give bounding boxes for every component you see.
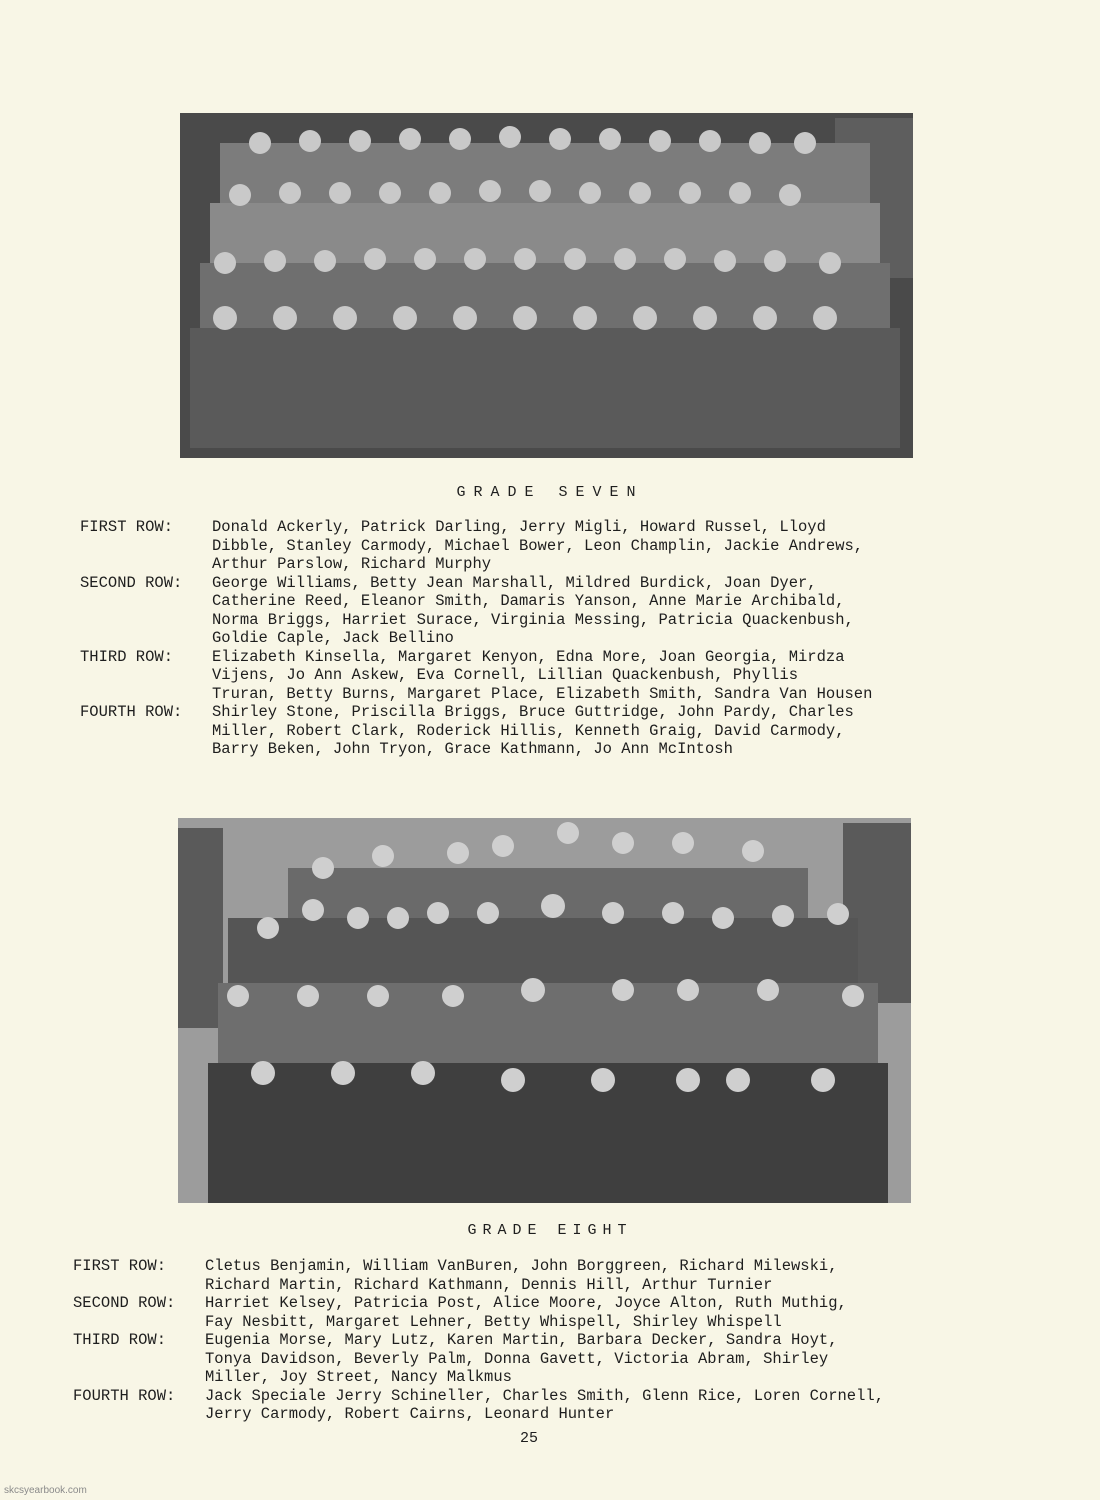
name-line: Shirley Stone, Priscilla Briggs, Bruce Guttridge, John Pardy, Charles (212, 703, 854, 721)
grade-eight-class-photo (178, 818, 911, 1203)
name-line: Donald Ackerly, Patrick Darling, Jerry Migli, Howard Russel, Lloyd (212, 518, 826, 536)
roster-row-first (80, 518, 1080, 574)
row-label: THIRD ROW: (73, 1331, 167, 1349)
name-line: Eugenia Morse, Mary Lutz, Karen Martin, Barbara Decker, Sandra Hoyt, (205, 1331, 838, 1349)
row-label: FOURTH ROW: (80, 703, 183, 721)
row-names (212, 648, 1080, 704)
name-line: George Williams, Betty Jean Marshall, Mildred Burdick, Joan Dyer, (212, 573, 817, 592)
grade-eight-roster (73, 1257, 1093, 1424)
roster-row-third (80, 648, 1080, 704)
name-line: Tonya Davidson, Beverly Palm, Donna Gavett, Victoria Abram, Shirley (205, 1349, 829, 1368)
row-names (205, 1331, 1093, 1387)
name-line: Richard Martin, Richard Kathmann, Dennis Hill, Arthur Turnier (205, 1275, 773, 1294)
grade-eight-title: GRADE EIGHT (467, 1222, 633, 1239)
name-line: Jerry Carmody, Robert Cairns, Leonard Hunter (205, 1405, 615, 1423)
name-line: Harriet Kelsey, Patricia Post, Alice Moore, Joyce Alton, Ruth Muthig, (205, 1294, 847, 1312)
row-names (205, 1387, 1093, 1424)
name-line: Catherine Reed, Eleanor Smith, Damaris Yanson, Anne Marie Archibald, (212, 592, 845, 610)
row-label: SECOND ROW: (80, 573, 183, 592)
row-names (205, 1294, 1093, 1331)
grade-seven-roster (80, 518, 1080, 759)
site-watermark: skcsyearbook.com (4, 1485, 87, 1496)
row-label: SECOND ROW: (73, 1294, 176, 1312)
grade-seven-title: GRADE SEVEN (456, 484, 644, 501)
name-line: Norma Briggs, Harriet Surace, Virginia Messing, Patricia Quackenbush, (212, 610, 854, 629)
name-line: Barry Beken, John Tryon, Grace Kathmann, Jo Ann McIntosh (212, 740, 733, 758)
name-line: Dibble, Stanley Carmody, Michael Bower, Leon Champlin, Jackie Andrews, (212, 536, 864, 555)
roster-row-second (80, 574, 1080, 648)
row-label: THIRD ROW: (80, 647, 174, 666)
roster-row-third (73, 1331, 1093, 1387)
row-names (205, 1257, 1093, 1294)
page-number: 25 (520, 1430, 539, 1447)
row-names (212, 574, 1080, 648)
roster-row-fourth (80, 703, 1080, 759)
row-label: FIRST ROW: (80, 518, 174, 536)
name-line: Cletus Benjamin, William VanBuren, John Borggreen, Richard Milewski, (205, 1257, 838, 1275)
name-line: Fay Nesbitt, Margaret Lehner, Betty Whispell, Shirley Whispell (205, 1312, 782, 1331)
name-line: Arthur Parslow, Richard Murphy (212, 555, 492, 573)
name-line: Truran, Betty Burns, Margaret Place, Elizabeth Smith, Sandra Van Housen (212, 684, 873, 703)
row-names (212, 703, 1080, 759)
name-line: Jack Speciale Jerry Schineller, Charles Smith, Glenn Rice, Loren Cornell, (205, 1386, 885, 1405)
grade-seven-class-photo (180, 113, 913, 458)
roster-row-second (73, 1294, 1093, 1331)
roster-row-first (73, 1257, 1093, 1294)
name-line: Goldie Caple, Jack Bellino (212, 629, 454, 647)
photo-placeholder (180, 113, 913, 458)
photo-placeholder (178, 818, 911, 1203)
row-label: FOURTH ROW: (73, 1386, 176, 1405)
name-line: Elizabeth Kinsella, Margaret Kenyon, Edna More, Joan Georgia, Mirdza (212, 647, 845, 666)
row-label: FIRST ROW: (73, 1257, 167, 1275)
name-line: Vijens, Jo Ann Askew, Eva Cornell, Lillian Quackenbush, Phyllis (212, 666, 798, 684)
roster-row-fourth (73, 1387, 1093, 1424)
name-line: Miller, Joy Street, Nancy Malkmus (205, 1368, 512, 1386)
name-line: Miller, Robert Clark, Roderick Hillis, Kenneth Graig, David Carmody, (212, 721, 845, 740)
row-names (212, 518, 1080, 574)
